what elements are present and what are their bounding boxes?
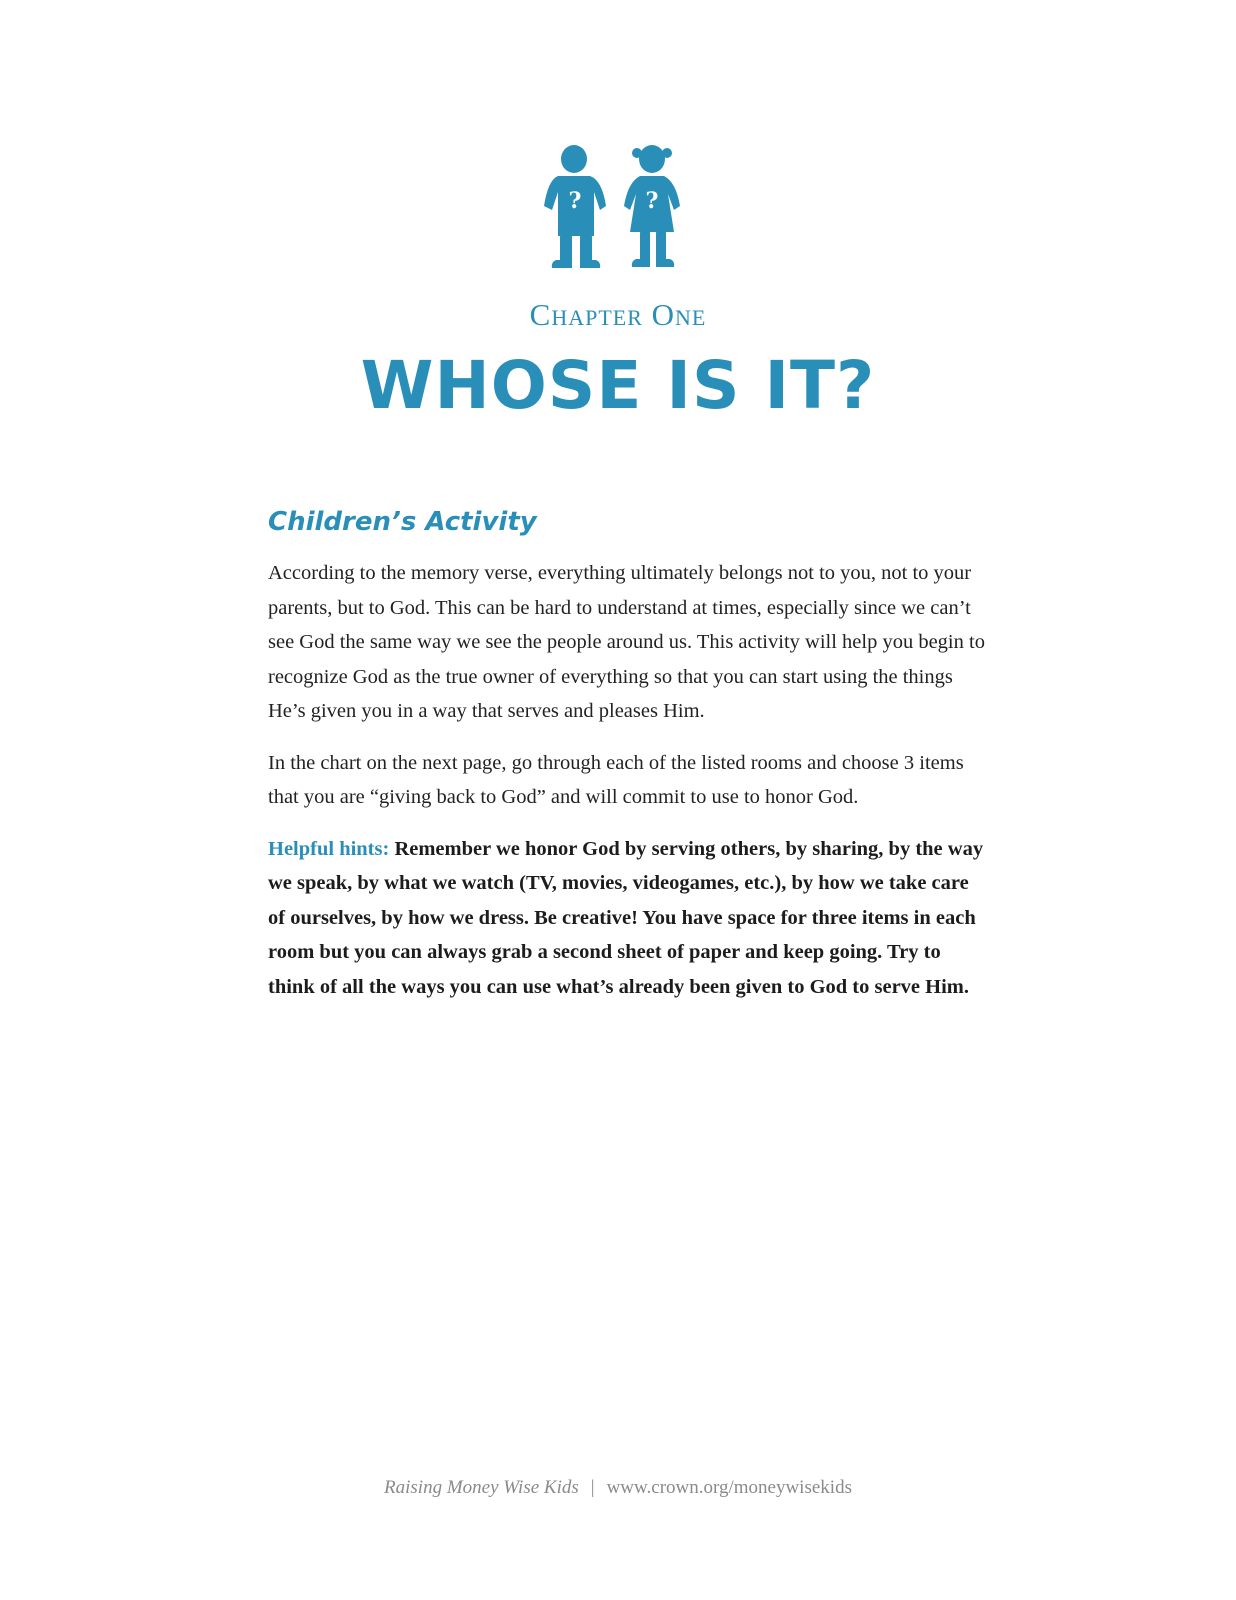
- page-footer: [0, 1476, 1236, 1500]
- helpful-hints-label: Helpful hints:: [268, 837, 390, 860]
- helpful-hints-text: Remember we honor God by serving others, by sharing, by the way we speak, by what we watch (TV, movies, videogames, etc.), by how we take care of ourselves, by how we dress. Be creative! You have space for three items in each room but you can always grab a second sheet of paper and keep going. Try to think of all the ways you can use what’s already been given to God to serve Him.: [268, 837, 984, 998]
- boy-question-mark: ?: [568, 188, 582, 214]
- kids-illustration: [540, 140, 696, 280]
- helpful-hints-paragraph: [268, 832, 988, 1005]
- section-heading: Children’s Activity: [268, 507, 537, 537]
- activity-content: [268, 504, 988, 1021]
- footer-book-title: Raising Money Wise Kids: [384, 1477, 579, 1498]
- footer-url: www.crown.org/moneywisekids: [606, 1477, 852, 1498]
- instructions-paragraph: In the chart on the next page, go through each of the listed rooms and choose 3 items that you are “giving back to God” and will commit to use to honor God.: [268, 751, 964, 808]
- chapter-label: Chapter One: [529, 297, 707, 332]
- footer-separator: |: [590, 1477, 595, 1498]
- intro-paragraph: According to the memory verse, everything ultimately belongs not to you, not to your parents, but to God. This can be hard to understand at times, especially since we can’t see God the same way we see the people around us. This activity will help you begin to recognize God as the true owner of everything so that you can start using the things He’s given you in a way that serves and pleases Him.: [268, 562, 985, 722]
- chapter-title: WHOSE IS IT?: [360, 347, 876, 424]
- girl-question-mark: ?: [645, 188, 659, 214]
- boy-and-girl-question-mark-icon: [540, 140, 696, 280]
